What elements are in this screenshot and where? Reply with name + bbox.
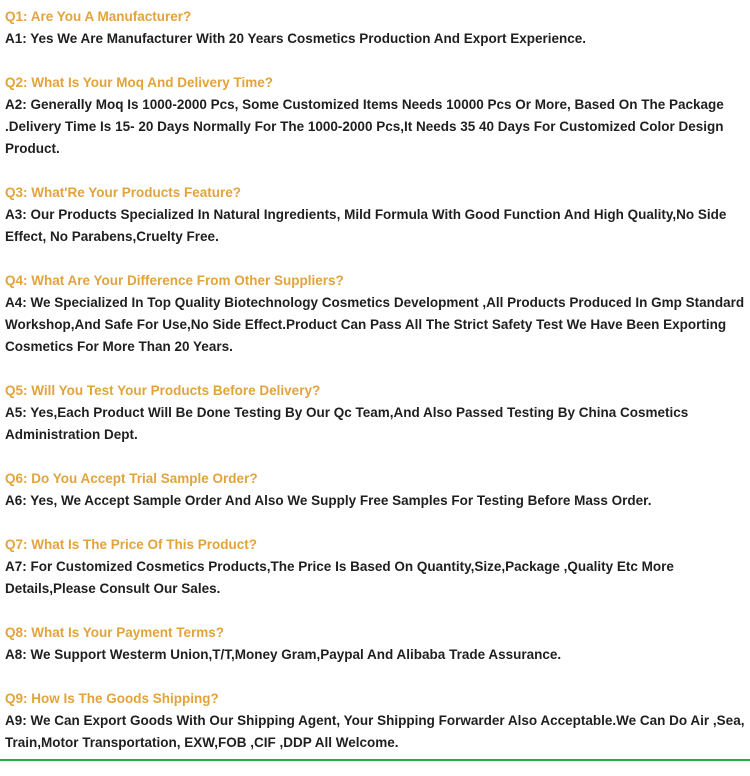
- faq-item-q7: [5, 534, 745, 600]
- faq-question: Q5: Will You Test Your Products Before Delivery?: [5, 383, 321, 398]
- faq-item-q2: [5, 72, 745, 160]
- faq-answer: A9: We Can Export Goods With Our Shipping Agent, Your Shipping Forwarder Also Acceptable.We Can Do Air ,Sea, Train,Motor Transportation, EXW,FOB ,CIF ,DDP All Welcome.: [5, 713, 745, 750]
- faq-question: Q6: Do You Accept Trial Sample Order?: [5, 471, 258, 486]
- faq-item-q4: [5, 270, 745, 358]
- faq-item-q3: [5, 182, 745, 248]
- faq-answer: A5: Yes,Each Product Will Be Done Testing By Our Qc Team,And Also Passed Testing By China Cosmetics Administration Dept.: [5, 405, 689, 442]
- faq-answer: A4: We Specialized In Top Quality Biotechnology Cosmetics Development ,All Products Produced In Gmp Standard Workshop,And Safe For Use,No Side Effect.Product Can Pass All The Strict Safety Test We Have Been Exporting Cosmetics For More Than 20 Years.: [5, 295, 745, 354]
- faq-question: Q1: Are You A Manufacturer?: [5, 9, 192, 24]
- faq-answer: A1: Yes We Are Manufacturer With 20 Years Cosmetics Production And Export Experience.: [5, 31, 587, 46]
- faq-answer: A8: We Support Westerm Union,T/T,Money Gram,Paypal And Alibaba Trade Assurance.: [5, 647, 562, 662]
- faq-question: Q8: What Is Your Payment Terms?: [5, 625, 225, 640]
- faq-answer: A3: Our Products Specialized In Natural Ingredients, Mild Formula With Good Function And High Quality,No Side Effect, No Parabens,Cruelty Free.: [5, 207, 727, 244]
- faq-answer: A6: Yes, We Accept Sample Order And Also We Supply Free Samples For Testing Before Mass Order.: [5, 493, 652, 508]
- faq-item-q6: [5, 468, 745, 512]
- faq-list: [5, 6, 745, 776]
- faq-item-q1: [5, 6, 745, 50]
- faq-question: Q9: How Is The Goods Shipping?: [5, 691, 219, 706]
- faq-answer: A2: Generally Moq Is 1000-2000 Pcs, Some Customized Items Needs 10000 Pcs Or More, Based On The Package .Delivery Time Is 15- 20 Days Normally For The 1000-2000 Pcs,It Needs 35 40 Days For Customized Color Design Product.: [5, 97, 724, 156]
- faq-question: Q3: What'Re Your Products Feature?: [5, 185, 241, 200]
- faq-item-q5: [5, 380, 745, 446]
- faq-item-q8: [5, 622, 745, 666]
- faq-item-q9: [5, 688, 745, 754]
- faq-answer: A7: For Customized Cosmetics Products,The Price Is Based On Quantity,Size,Package ,Quality Etc More Details,Please Consult Our Sales.: [5, 559, 674, 596]
- faq-question: Q2: What Is Your Moq And Delivery Time?: [5, 75, 274, 90]
- faq-question: Q7: What Is The Price Of This Product?: [5, 537, 258, 552]
- faq-question: Q4: What Are Your Difference From Other Suppliers?: [5, 273, 344, 288]
